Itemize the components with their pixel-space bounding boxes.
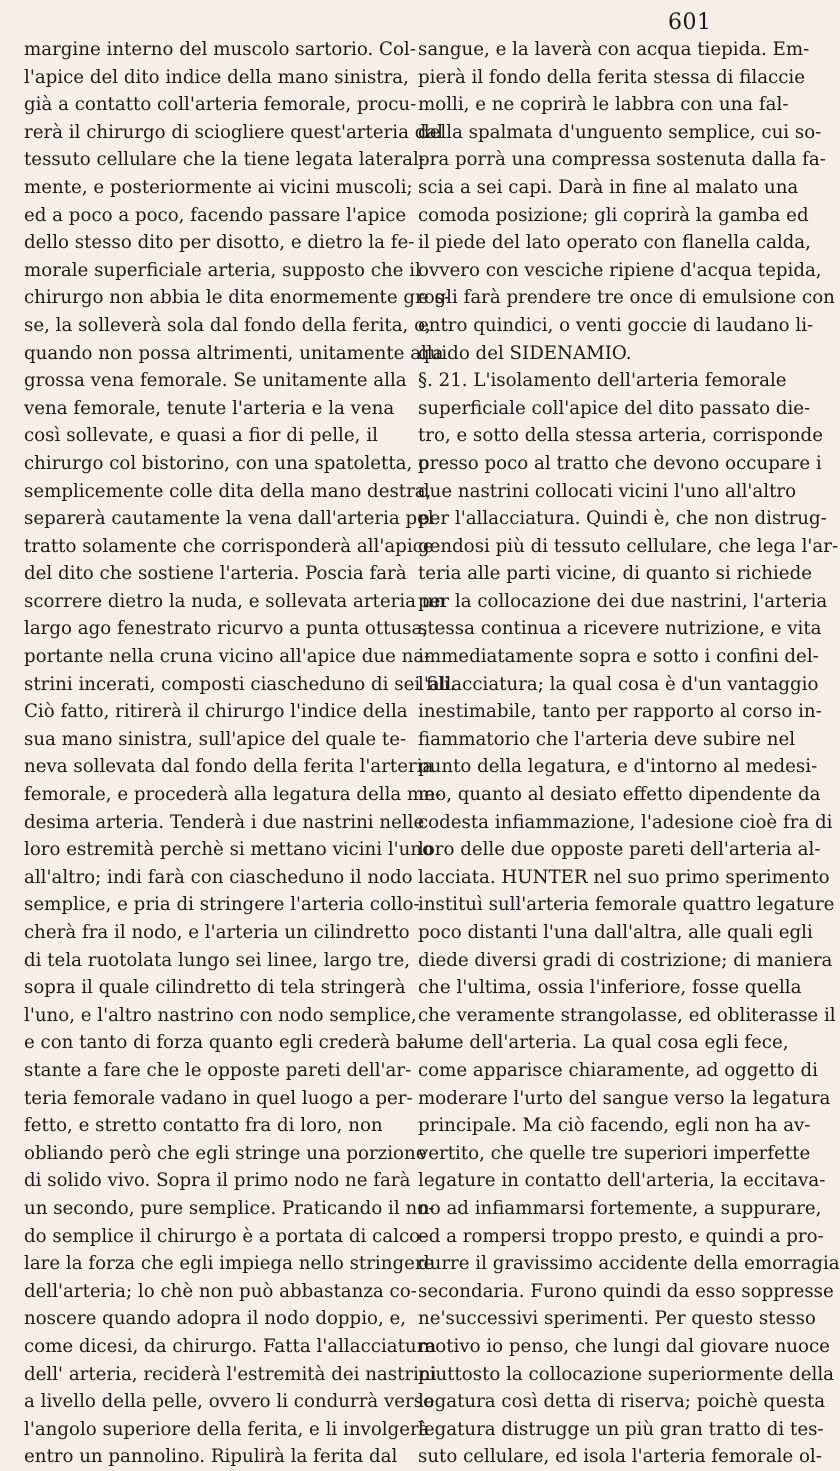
text-line: l'uno, e l'altro nastrino con nodo semplice, <box>24 1004 417 1026</box>
text-line: ed a poco a poco, facendo passare l'apice <box>24 204 407 226</box>
text-line: mente, e posteriormente ai vicini muscoli; <box>24 176 413 198</box>
text-line: legatura distrugge un più gran tratto di tes- <box>418 1418 824 1440</box>
text-line: per l'allacciatura. Quindi è, che non distrug- <box>418 508 827 530</box>
text-line: semplicemente colle dita della mano destra, <box>24 480 432 502</box>
text-line: gendosi più di tessuto cellulare, che lega l'ar- <box>418 535 839 557</box>
text-line: lacciata. HUNTER nel suo primo sperimento <box>418 866 830 888</box>
text-line: legatura così detta di riserva; poichè questa <box>418 1391 826 1413</box>
text-line: punto della legatura, e d'intorno al medesi- <box>418 756 818 778</box>
text-line: do semplice il chirurgo è a portata di calco- <box>24 1225 427 1247</box>
right-text-column <box>418 36 840 1471</box>
text-line: il piede del lato operato con flanella calda, <box>418 232 811 254</box>
text-line: che veramente strangolasse, ed obliterasse il <box>418 1004 836 1026</box>
text-line: ne'successivi sperimenti. Per questo stesso <box>418 1308 816 1330</box>
text-line: sangue, e la laverà con acqua tiepida. Em- <box>418 39 810 60</box>
text-line: presso poco al tratto che devono occupare i <box>418 452 822 474</box>
text-line: del dito che sostiene l'arteria. Poscia farà <box>24 563 407 585</box>
text-line: noscere quando adopra il nodo doppio, e, <box>24 1308 407 1330</box>
text-line: stante a fare che le opposte pareti dell'ar- <box>24 1059 412 1081</box>
text-line: sopra il quale cilindretto di tela stringerà <box>24 977 406 999</box>
text-line: strini incerati, composti ciascheduno di sei fili. <box>24 673 456 695</box>
page-number: 601 <box>668 10 712 35</box>
text-line: vertito, che quelle tre superiori imperfette <box>418 1142 811 1164</box>
text-line: immediatamente sopra e sotto i confini del- <box>418 646 819 668</box>
text-line: se, la solleverà sola dal fondo della ferita, o, <box>24 314 431 336</box>
text-line: fiammatorio che l'arteria deve subire nel <box>418 728 796 750</box>
text-line: codesta infiammazione, l'adesione cioè fra di <box>418 811 833 833</box>
text-line: loro delle due opposte pareti dell'arteria al- <box>418 839 821 861</box>
text-line: dello stesso dito per disotto, e dietro la fe- <box>24 232 415 254</box>
text-line: quido del SIDENAMIO. <box>418 342 632 364</box>
text-line: l'angolo superiore della ferita, e li involgerà <box>24 1418 430 1440</box>
text-line: secondaria. Furono quindi da esso soppresse <box>418 1280 834 1302</box>
text-line: separerà cautamente la vena dall'arteria pel <box>24 508 434 530</box>
left-text-column <box>24 36 456 1471</box>
text-line: margine interno del muscolo sartorio. Col- <box>24 39 416 60</box>
text-line: obliando però che egli stringe una porzione <box>24 1142 427 1164</box>
text-line: entro un pannolino. Ripulirà la ferita dal <box>24 1446 398 1468</box>
text-line: sua mano sinistra, sull'apice del quale te- <box>24 728 407 750</box>
text-line: e gli farà prendere tre once di emulsione con <box>418 287 835 309</box>
text-line: comoda posizione; gli coprirà la gamba ed <box>418 204 809 226</box>
text-line: tro, e sotto della stessa arteria, corrisponde <box>418 425 823 447</box>
text-line: come dicesi, da chirurgo. Fatta l'allacciatura <box>24 1335 437 1357</box>
text-line: per la collocazione dei due nastrini, l'arteria <box>418 590 828 612</box>
text-line: stessa continua a ricevere nutrizione, e vita <box>418 618 822 640</box>
text-line: diede diversi gradi di costrizione; di maniera <box>418 949 833 971</box>
text-line: desima arteria. Tenderà i due nastrini nelle <box>24 811 425 833</box>
text-line: entro quindici, o venti goccie di laudano li- <box>418 314 814 336</box>
text-line: cherà fra il nodo, e l'arteria un cilindretto <box>24 922 410 943</box>
text-line: morale superficiale arteria, supposto che il <box>24 259 421 281</box>
text-line: della spalmata d'unguento semplice, cui so- <box>418 121 822 143</box>
text-line: tratto solamente che corrisponderà all'apice <box>24 535 434 557</box>
text-line: loro estremità perchè si mettano vicini l'uno <box>24 839 434 861</box>
text-line: portante nella cruna vicino all'apice due na- <box>24 646 431 668</box>
text-line: come apparisce chiaramente, ad oggetto di <box>418 1059 819 1081</box>
text-line: di solido vivo. Sopra il primo nodo ne farà <box>24 1170 411 1192</box>
text-line: pra porrà una compressa sostenuta dalla fa- <box>418 149 826 171</box>
text-line: un secondo, pure semplice. Praticando il no- <box>24 1197 435 1219</box>
text-line: scia a sei capi. Darà in fine al malato una <box>418 176 799 198</box>
text-line: così sollevate, e quasi a fior di pelle, il <box>24 425 378 447</box>
text-line: di tela ruotolata lungo sei linee, largo tre, <box>24 949 410 971</box>
text-line: l'allacciatura; la qual cosa è d'un vantaggio <box>418 673 819 695</box>
text-line: dell' arteria, reciderà l'estremità dei nastrini <box>24 1363 437 1385</box>
text-line: grossa vena femorale. Se unitamente alla <box>24 370 407 392</box>
text-line: neva sollevata dal fondo della ferita l'arteria <box>24 756 434 778</box>
text-line: semplice, e pria di stringere l'arteria collo- <box>24 894 420 916</box>
text-line: largo ago fenestrato ricurvo a punta ottusa, <box>24 618 429 640</box>
text-line: pierà il fondo della ferita stessa di filaccie <box>418 66 806 88</box>
text-line: già a contatto coll'arteria femorale, procu- <box>24 94 417 116</box>
text-line: ed a rompersi troppo presto, e quindi a pro- <box>418 1225 824 1247</box>
text-line: teria alle parti vicine, di quanto si richiede <box>418 563 812 585</box>
text-line: piuttosto la collocazione superiormente della <box>418 1363 834 1385</box>
text-line: durre il gravissimo accidente della emorragia <box>418 1253 840 1275</box>
text-line: principale. Ma ciò facendo, egli non ha av- <box>418 1115 811 1137</box>
text-line: due nastrini collocati vicini l'uno all'altro <box>418 480 797 502</box>
text-line: chirurgo non abbia le dita enormemente gros- <box>24 287 451 309</box>
text-line: chirurgo col bistorino, con una spatoletta, o <box>24 452 430 474</box>
text-line: suto cellulare, ed isola l'arteria femorale ol- <box>418 1446 822 1468</box>
text-line: no ad infiammarsi fortemente, a suppurare, <box>418 1197 822 1219</box>
text-line: che l'ultima, ossia l'inferiore, fosse quella <box>418 977 802 999</box>
text-line: moderare l'urto del sangue verso la legatura <box>418 1087 831 1109</box>
text-line: all'altro; indi farà con ciascheduno il nodo <box>24 866 413 888</box>
text-line: instituì sull'arteria femorale quattro legature <box>418 894 835 916</box>
text-line: superficiale coll'apice del dito passato die- <box>418 397 811 419</box>
text-line: l'apice del dito indice della mano sinistra, <box>24 66 409 88</box>
text-line: inestimabile, tanto per rapporto al corso in- <box>418 701 822 723</box>
text-line: ovvero con vesciche ripiene d'acqua tepida, <box>418 259 822 281</box>
text-line: molli, e ne coprirà le labbra con una fal- <box>418 94 789 116</box>
text-line: rerà il chirurgo di sciogliere quest'arteria dal <box>24 121 443 143</box>
text-line: legature in contatto dell'arteria, la eccitava- <box>418 1170 826 1192</box>
text-line: lume dell'arteria. La qual cosa egli fece, <box>418 1032 789 1054</box>
text-line: poco distanti l'una dall'altra, alle quali egli <box>418 922 813 943</box>
text-line: lare la forza che egli impiega nello stringere <box>24 1253 435 1275</box>
text-line: vena femorale, tenute l'arteria e la vena <box>24 397 395 419</box>
text-line: e con tanto di forza quanto egli crederà ba- <box>24 1032 425 1054</box>
text-line: tessuto cellulare che la tiene legata lateral- <box>24 149 425 171</box>
text-line: teria femorale vadano in quel luogo a per- <box>24 1087 413 1109</box>
text-line: dell'arteria; lo chè non può abbastanza co- <box>24 1280 417 1302</box>
text-line: mo, quanto al desiato effetto dipendente da <box>418 784 821 806</box>
text-line: motivo io penso, che lungi dal giovare nuoce <box>418 1335 830 1357</box>
text-line: scorrere dietro la nuda, e sollevata arteria un <box>24 590 446 612</box>
text-line: femorale, e procederà alla legatura della me- <box>24 784 442 806</box>
text-line: quando non possa altrimenti, unitamente alla <box>24 342 444 364</box>
text-line: §. 21. L'isolamento dell'arteria femorale <box>418 370 787 392</box>
text-line: a livello della pelle, ovvero li condurrà verso <box>24 1391 435 1413</box>
text-line: fetto, e stretto contatto fra di loro, non <box>24 1115 383 1137</box>
text-line: Ciò fatto, ritirerà il chirurgo l'indice della <box>24 701 408 723</box>
